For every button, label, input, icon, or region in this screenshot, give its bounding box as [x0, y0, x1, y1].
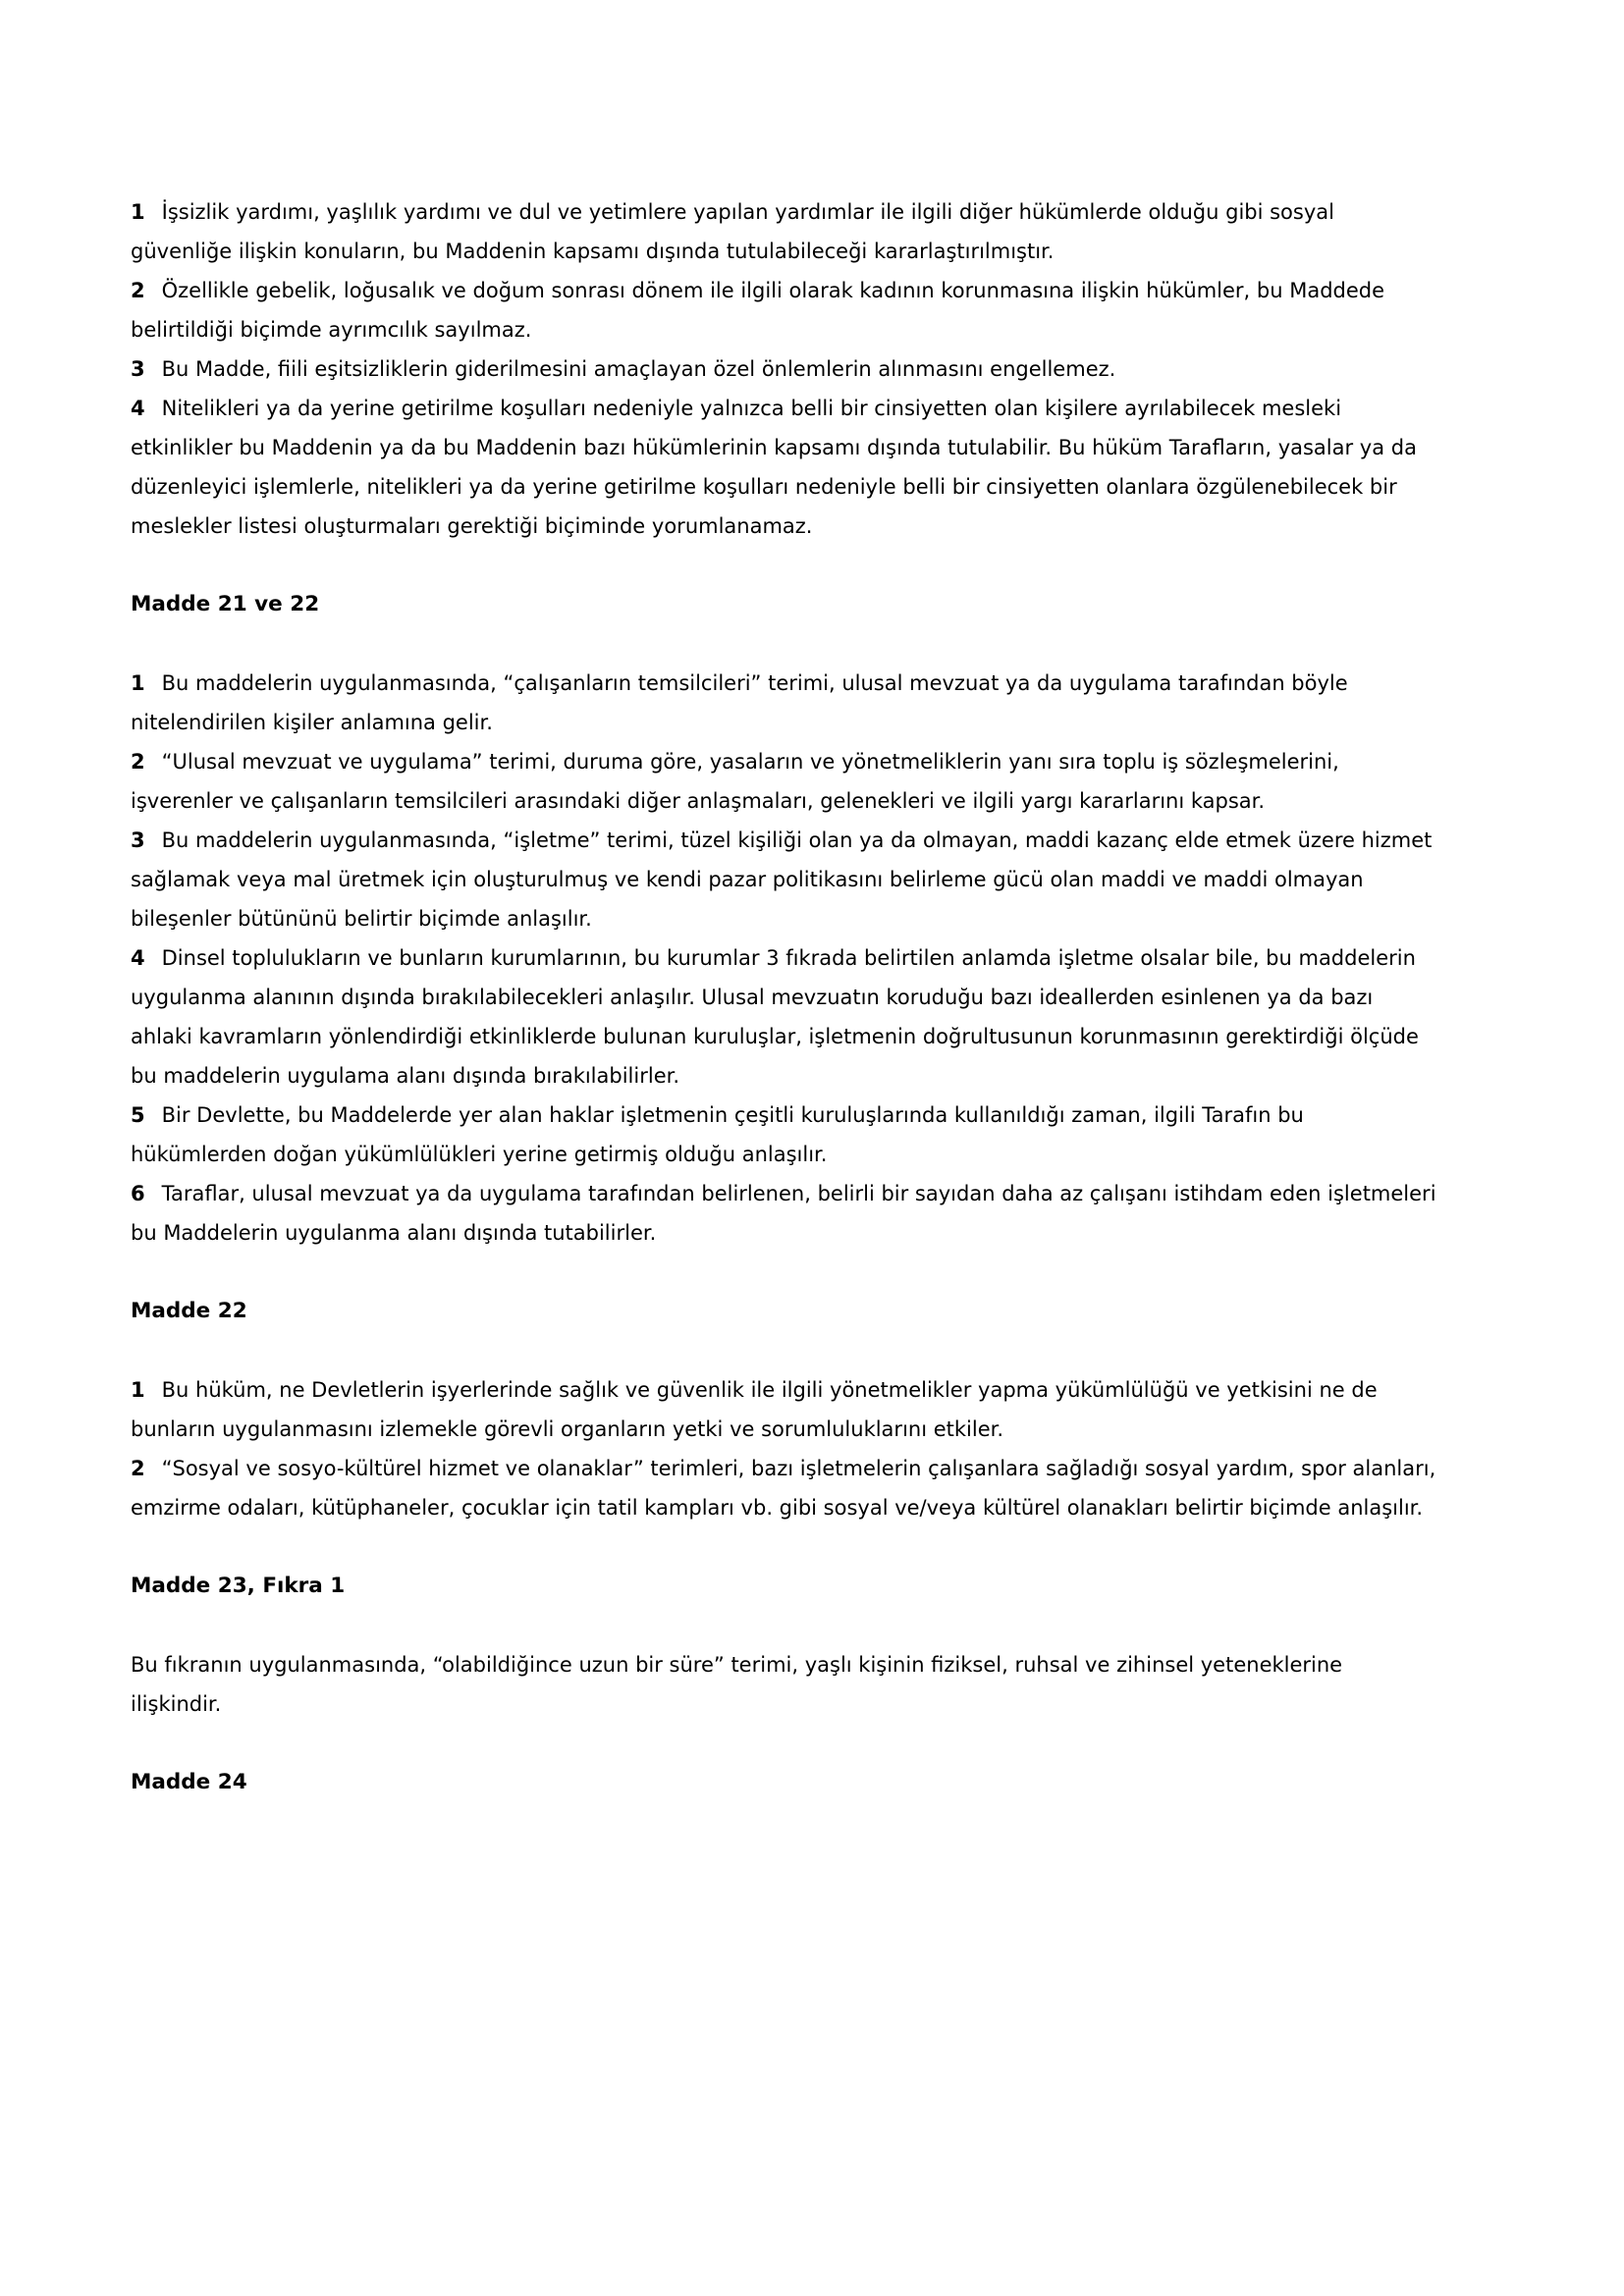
paragraph-text: “Sosyal ve sosyo-kültürel hizmet ve olanaklar” terimleri, bazı işletmelerin çalışanlara sağladığı sosyal yardım, spor alanları, emzirme odaları, kütüphaneler, çocuklar için tatil kampları vb. gibi sosyal ve/veya kültürel olanakları belirtir biçimde anlaşılır.	[131, 1457, 1436, 1520]
paragraph	[131, 1645, 1438, 1724]
paragraph-text: Bu maddelerin uygulanmasında, “çalışanların temsilcileri” terimi, ulusal mevzuat ya da uygulama tarafından böyle nitelendirilen kişiler anlamına gelir.	[131, 671, 1348, 734]
paragraph-text: Bu fıkranın uygulanmasında, “olabildiğince uzun bir süre” terimi, yaşlı kişinin fiziksel, ruhsal ve zihinsel yeteneklerine ilişkindir.	[131, 1653, 1343, 1716]
paragraph	[131, 742, 1438, 821]
paragraph-text: Özellikle gebelik, loğusalık ve doğum sonrası dönem ile ilgili olarak kadının korunmasına ilişkin hükümler, bu Maddede belirtildiği biçimde ayrımcılık sayılmaz.	[131, 279, 1385, 342]
paragraph	[131, 389, 1438, 546]
paragraph-number: 4	[131, 946, 145, 970]
paragraph-text: İşsizlik yardımı, yaşlılık yardımı ve dul ve yetimlere yapılan yardımlar ile ilgili diğer hükümlerde olduğu gibi sosyal güvenliğe ilişkin konuların, bu Maddenin kapsamı dışında tutulabileceği kararlaştırılmıştır.	[131, 200, 1334, 263]
section-heading: Madde 21 ve 22	[131, 592, 320, 616]
paragraph	[131, 349, 1438, 389]
paragraph-number: 1	[131, 671, 145, 695]
paragraph	[131, 1095, 1438, 1174]
paragraph-number: 2	[131, 750, 145, 774]
paragraph-number: 1	[131, 200, 145, 224]
paragraph-text: Bu Madde, fiili eşitsizliklerin giderilmesini amaçlayan özel önlemlerin alınmasını engellemez.	[161, 357, 1116, 381]
paragraph-text: Dinsel toplulukların ve bunların kurumlarının, bu kurumlar 3 fıkrada belirtilen anlamda işletme olsalar bile, bu maddelerin uygulanma alanının dışında bırakılabilecekleri anlaşılır. Ulusal mevzuatın koruduğu bazı ideallerden esinlenen ya da bazı ahlaki kavramların yönlendirdiği etkinliklerde bulunan kuruluşlar, işletmenin doğrultusunun korunmasının gerektirdiği ölçüde bu maddelerin uygulama alanı dışında bırakılabilirler.	[131, 946, 1419, 1088]
paragraph	[131, 192, 1438, 271]
paragraph-number: 1	[131, 1378, 145, 1402]
paragraph-number: 6	[131, 1182, 145, 1205]
paragraph-number: 3	[131, 828, 145, 852]
paragraph	[131, 821, 1438, 938]
paragraph-text: Bu maddelerin uygulanmasında, “işletme” terimi, tüzel kişiliği olan ya da olmayan, maddi kazanç elde etmek üzere hizmet sağlamak veya mal üretmek için oluşturulmuş ve kendi pazar politikasını belirleme gücü olan maddi ve maddi olmayan bileşenler bütününü belirtir biçimde anlaşılır.	[131, 828, 1433, 931]
paragraph-number: 2	[131, 1457, 145, 1480]
paragraph	[131, 1449, 1438, 1527]
paragraph-number: 5	[131, 1103, 145, 1127]
paragraph	[131, 271, 1438, 349]
document-content	[131, 192, 1438, 1802]
paragraph	[131, 938, 1438, 1095]
section-heading: Madde 22	[131, 1299, 247, 1323]
paragraph-text: Nitelikleri ya da yerine getirilme koşulları nedeniyle yalnızca belli bir cinsiyetten olan kişilere ayrılabilecek mesleki etkinlikler bu Maddenin ya da bu Maddenin bazı hükümlerinin kapsamı dışında tutulabilir. Bu hüküm Tarafların, yasalar ya da düzenleyici işlemlerle, nitelikleri ya da yerine getirilme koşulları nedeniyle belli bir cinsiyetten olanlara özgülenebilecek bir meslekler listesi oluşturmaları gerektiği biçiminde yorumlanamaz.	[131, 397, 1417, 538]
paragraph-number: 3	[131, 357, 145, 381]
paragraph	[131, 1370, 1438, 1449]
paragraph-text: Bir Devlette, bu Maddelerde yer alan haklar işletmenin çeşitli kuruluşlarında kullanıldığı zaman, ilgili Tarafın bu hükümlerden doğan yükümlülükleri yerine getirmiş olduğu anlaşılır.	[131, 1103, 1304, 1166]
paragraph	[131, 664, 1438, 742]
paragraph-text: “Ulusal mevzuat ve uygulama” terimi, duruma göre, yasaların ve yönetmeliklerin yanı sıra toplu iş sözleşmelerini, işverenler ve çalışanların temsilcileri arasındaki diğer anlaşmaları, gelenekleri ve ilgili yargı kararlarını kapsar.	[131, 750, 1339, 813]
paragraph	[131, 1174, 1438, 1253]
paragraph-number: 4	[131, 397, 145, 420]
section-heading: Madde 24	[131, 1770, 247, 1794]
paragraph-number: 2	[131, 279, 145, 302]
paragraph-text: Bu hüküm, ne Devletlerin işyerlerinde sağlık ve güvenlik ile ilgili yönetmelikler yapma yükümlülüğü ve yetkisini ne de bunların uygulanmasını izlemekle görevli organların yetki ve sorumluluklarını etkiler.	[131, 1378, 1378, 1441]
paragraph-text: Taraflar, ulusal mevzuat ya da uygulama tarafından belirlenen, belirli bir sayıdan daha az çalışanı istihdam eden işletmeleri bu Maddelerin uygulanma alanı dışında tutabilirler.	[131, 1182, 1436, 1245]
section-heading: Madde 23, Fıkra 1	[131, 1574, 346, 1598]
